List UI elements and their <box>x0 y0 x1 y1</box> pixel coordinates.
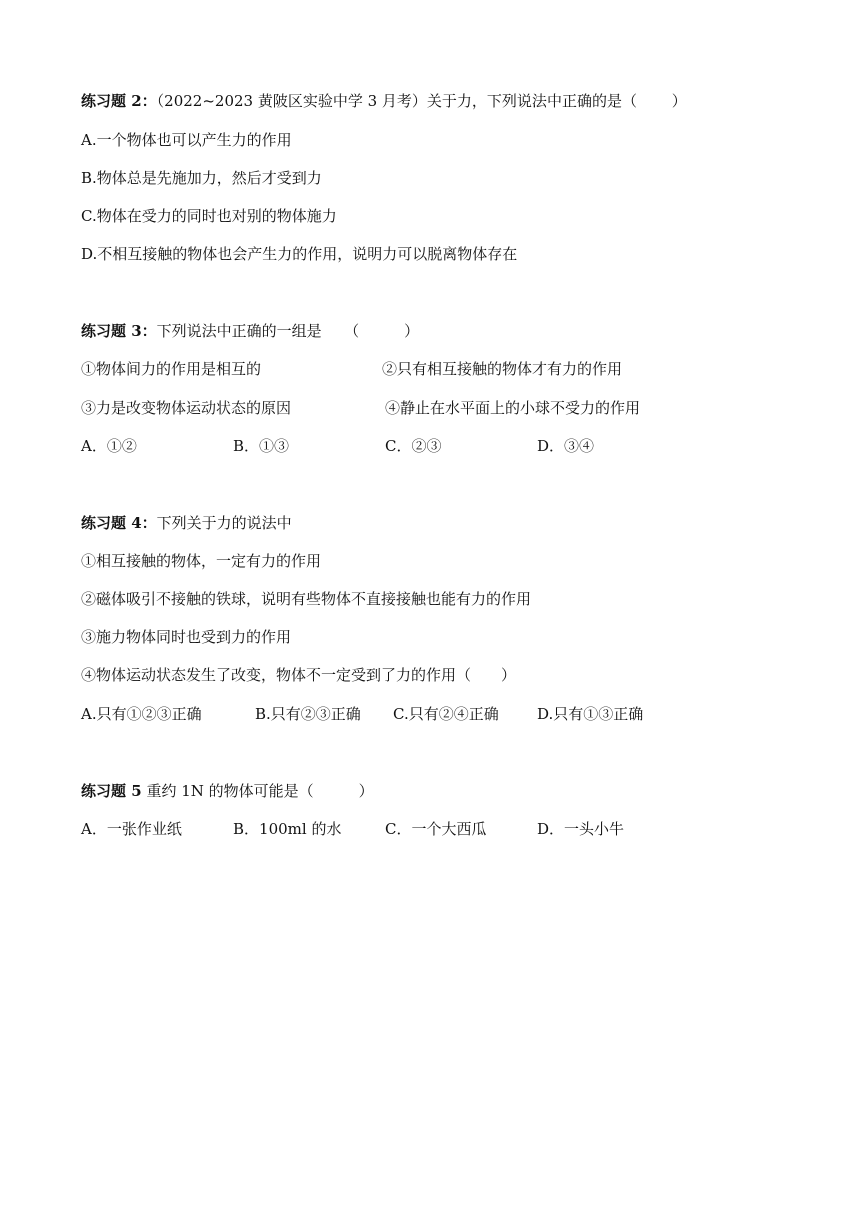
question-4-option-a: A.只有①②③正确 <box>81 705 202 723</box>
question-3-statements-row-1 <box>81 357 781 381</box>
question-3-statement-4: ④静止在水平面上的小球不受力的作用 <box>385 399 641 417</box>
question-4-statement-1: ①相互接触的物体，一定有力的作用 <box>81 552 322 570</box>
question-4-stem <box>81 511 292 535</box>
question-4-text: 下列关于力的说法中 <box>156 514 292 532</box>
question-3-label: 练习题 3： <box>81 322 157 340</box>
question-4-statement-4: ④物体运动状态发生了改变，物体不一定受到了力的作用（ ） <box>81 666 517 684</box>
question-5-stem <box>81 779 374 803</box>
question-4-label: 练习题 4： <box>81 514 157 532</box>
question-4-option-b: B.只有②③正确 <box>255 705 361 723</box>
question-5-option-c: C．一个大西瓜 <box>385 820 487 838</box>
question-4-option-d: D.只有①③正确 <box>537 705 644 723</box>
question-3-option-c: C．②③ <box>385 437 442 455</box>
question-3-statement-2: ②只有相互接触的物体才有力的作用 <box>382 360 623 378</box>
question-2-option-c: C.物体在受力的同时也对别的物体施力 <box>81 207 337 225</box>
question-4-options <box>81 702 781 726</box>
question-2-stem <box>81 89 687 113</box>
question-2-text: （2022~2023 黄陂区实验中学 3 月考）关于力，下列说法中正确的是（ ） <box>156 92 687 110</box>
question-3-statement-1: ①物体间力的作用是相互的 <box>81 360 262 378</box>
question-5-text: 重约 1N 的物体可能是（ ） <box>141 782 374 800</box>
question-4-option-c: C.只有②④正确 <box>393 705 499 723</box>
question-3-option-b: B．①③ <box>233 437 290 455</box>
question-2-option-d: D.不相互接触的物体也会产生力的作用，说明力可以脱离物体存在 <box>81 245 518 263</box>
question-2-label: 练习题 2： <box>81 92 157 110</box>
question-2-option-b: B.物体总是先施加力，然后才受到力 <box>81 169 322 187</box>
question-3-options <box>81 434 781 458</box>
question-3-option-a: A．①② <box>81 437 137 455</box>
question-5-options <box>81 817 781 841</box>
question-3-stem <box>81 319 419 343</box>
question-3-option-d: D．③④ <box>537 437 595 455</box>
question-4-statement-3: ③施力物体同时也受到力的作用 <box>81 628 292 646</box>
question-3-text: 下列说法中正确的一组是 （ ） <box>156 322 420 340</box>
question-4-statement-2: ②磁体吸引不接触的铁球，说明有些物体不直接接触也能有力的作用 <box>81 590 532 608</box>
question-3-statements-row-2 <box>81 396 781 420</box>
question-5-option-a: A．一张作业纸 <box>81 820 182 838</box>
question-3-statement-3: ③力是改变物体运动状态的原因 <box>81 399 292 417</box>
question-5-label: 练习题 5 <box>81 782 142 800</box>
question-5-option-d: D．一头小牛 <box>537 820 625 838</box>
question-5-option-b: B．100ml 的水 <box>233 820 342 838</box>
question-2-option-a: A.一个物体也可以产生力的作用 <box>81 131 292 149</box>
